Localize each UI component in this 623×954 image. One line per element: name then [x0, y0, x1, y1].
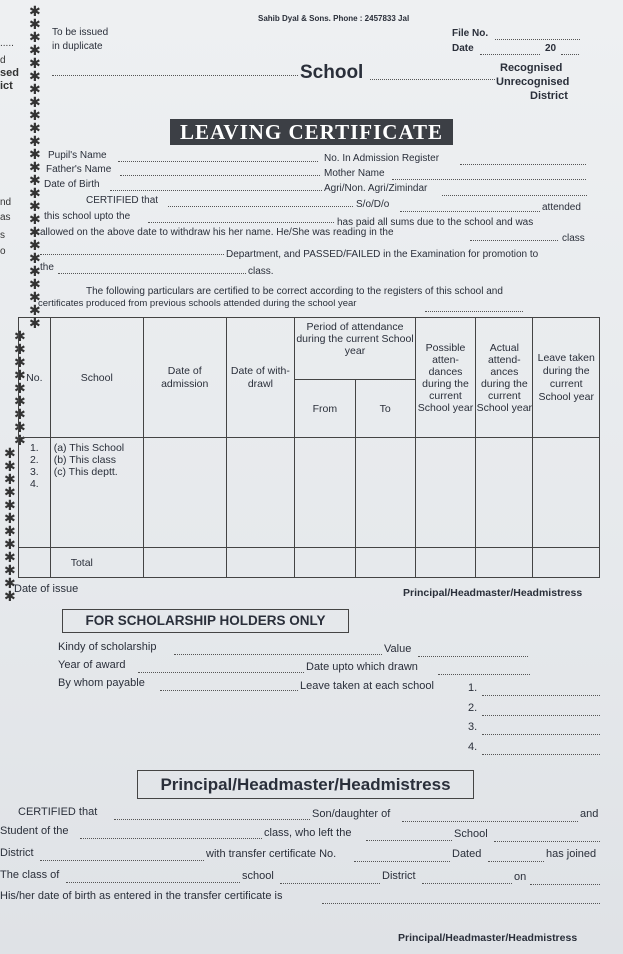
date-upto-label: Date upto which drawn	[306, 661, 418, 673]
on-label: on	[514, 871, 527, 883]
leave-each-label: Leave taken at each school	[300, 680, 434, 692]
recognised: Recognised	[500, 62, 563, 74]
edge-nd: nd	[0, 197, 12, 208]
admission-no-field[interactable]	[460, 155, 586, 165]
mother-name-label: Mother Name	[324, 168, 385, 179]
parent-name-field[interactable]	[402, 812, 578, 822]
principal-box: Principal/Headmaster/Headmistress	[137, 770, 474, 799]
student-class-field[interactable]	[80, 829, 262, 839]
border-star-icon: ✱	[29, 302, 41, 318]
total-possible[interactable]	[415, 548, 475, 578]
year-award-field[interactable]	[138, 663, 304, 673]
leave-field-4[interactable]	[482, 745, 600, 755]
border-star-icon: ✱	[4, 471, 16, 487]
leave-n4: 4.	[468, 741, 478, 753]
file-no-label: File No.	[452, 28, 489, 39]
particulars-line2: certificates produced from previous schools attended during the school year	[38, 298, 357, 309]
bottom-name-field[interactable]	[114, 810, 310, 820]
total-label: Total	[50, 548, 143, 578]
department-text: Department, and PASSED/FAILED in the Examination for promotion to	[226, 249, 539, 260]
total-no-cell	[19, 548, 51, 578]
certified-name-field[interactable]	[168, 197, 353, 207]
edge-dots: .....	[0, 38, 14, 49]
edge-as: as	[0, 212, 11, 223]
border-star-icon: ✱	[14, 406, 26, 422]
date-upto-field[interactable]	[438, 665, 530, 675]
class-word: class	[562, 233, 585, 244]
scholarship-heading: FOR SCHOLARSHIP HOLDERS ONLY	[62, 609, 349, 633]
border-star-icon: ✱	[29, 263, 41, 279]
school-place-field[interactable]	[370, 70, 495, 80]
border-star-icon: ✱	[29, 185, 41, 201]
border-star-icon: ✱	[4, 458, 16, 474]
cell-date-admission[interactable]	[143, 438, 226, 548]
father-name-field[interactable]	[120, 166, 320, 176]
school-label: School	[300, 62, 364, 83]
whom-payable-field[interactable]	[160, 681, 298, 691]
header-school: School	[50, 318, 143, 438]
header-to: To	[355, 380, 415, 438]
border-star-icon: ✱	[29, 250, 41, 266]
joined-district-field[interactable]	[422, 874, 512, 884]
in-duplicate: in duplicate	[52, 41, 103, 52]
promotion-class-field[interactable]	[58, 264, 246, 274]
border-star-icon: ✱	[29, 146, 41, 162]
total-date-withdrawl[interactable]	[226, 548, 295, 578]
district-label-3: District	[382, 870, 416, 882]
border-star-icon: ✱	[29, 94, 41, 110]
total-to[interactable]	[355, 548, 415, 578]
this-school-upto: this school upto the	[44, 211, 131, 222]
attended: attended	[542, 202, 581, 213]
district-field[interactable]	[40, 851, 204, 861]
leave-field-1[interactable]	[482, 686, 600, 696]
edge-ict: ict	[0, 80, 13, 92]
border-star-icon: ✱	[14, 341, 26, 357]
left-school-field[interactable]	[366, 831, 452, 841]
transfer-no-field[interactable]	[354, 852, 450, 862]
allowed-text: allowed on the above date to withdraw his her name. He/She was reading in the	[40, 227, 394, 238]
border-star-icon: ✱	[14, 419, 26, 435]
border-star-icon: ✱	[14, 328, 26, 344]
to-be-issued: To be issued	[52, 27, 109, 38]
header-period: Period of attendance during the current School year	[295, 318, 416, 380]
cell-date-withdrawl[interactable]	[226, 438, 295, 548]
border-star-icon: ✱	[29, 289, 41, 305]
on-date-field[interactable]	[530, 875, 600, 885]
pupil-name-field[interactable]	[118, 152, 318, 162]
school-label-3: school	[242, 870, 274, 882]
date-year-field[interactable]	[561, 45, 579, 55]
border-star-icon: ✱	[29, 172, 41, 188]
class-end: class.	[248, 266, 274, 277]
border-star-icon: ✱	[14, 380, 26, 396]
border-star-icon: ✱	[14, 432, 26, 448]
date-field[interactable]	[480, 45, 540, 55]
upto-date-field[interactable]	[148, 213, 334, 223]
whom-payable-label: By whom payable	[58, 677, 145, 689]
department-field[interactable]	[40, 245, 224, 255]
school-year-field[interactable]	[425, 302, 523, 312]
date-year: 20	[545, 43, 557, 54]
transfer-cert-label: with transfer certificate No.	[206, 848, 337, 860]
cell-to[interactable]	[355, 438, 415, 548]
bottom-certified: CERTIFIED that	[18, 806, 98, 818]
dob-entry-field[interactable]	[322, 894, 600, 904]
total-from[interactable]	[295, 548, 355, 578]
leave-field-3[interactable]	[482, 725, 600, 735]
leave-n2: 2.	[468, 702, 478, 714]
school-label-2: School	[454, 828, 488, 840]
cell-leave[interactable]	[533, 438, 600, 548]
leave-n1: 1.	[468, 682, 478, 694]
dob-field[interactable]	[110, 181, 322, 191]
attendance-table	[18, 317, 600, 578]
border-star-icon: ✱	[29, 107, 41, 123]
header-from: From	[295, 380, 355, 438]
border-star-icon: ✱	[29, 315, 41, 331]
border-star-icon: ✱	[4, 562, 16, 578]
cell-actual[interactable]	[476, 438, 533, 548]
border-star-icon: ✱	[29, 159, 41, 175]
school-name-field[interactable]	[52, 66, 298, 76]
border-star-icon: ✱	[14, 354, 26, 370]
border-star-icon: ✱	[29, 224, 41, 240]
school-name-field-2[interactable]	[494, 832, 600, 842]
edge-d: d	[0, 55, 6, 66]
cell-possible[interactable]	[415, 438, 475, 548]
son-daughter-label: Son/daughter of	[312, 808, 391, 820]
border-star-icon: ✱	[29, 3, 41, 19]
reading-class-field[interactable]	[470, 231, 558, 241]
border-star-icon: ✱	[4, 575, 16, 591]
certified-that: CERTIFIED that	[86, 195, 159, 206]
value-field[interactable]	[418, 647, 528, 657]
joined-class-field[interactable]	[66, 873, 240, 883]
dob-label: Date of Birth	[44, 179, 100, 190]
edge-sed: sed	[0, 67, 19, 79]
year-award-label: Year of award	[58, 659, 126, 671]
total-actual[interactable]	[476, 548, 533, 578]
border-star-icon: ✱	[14, 367, 26, 383]
so-do: S/o/D/o	[356, 199, 390, 210]
edge-s: s	[0, 230, 5, 241]
the-class-of-label: The class of	[0, 869, 60, 881]
district-label-2: District	[0, 847, 34, 859]
border-star-icon: ✱	[29, 81, 41, 97]
agri-label: Agri/Non. Agri/Zimindar	[324, 183, 428, 194]
border-star-icon: ✱	[29, 16, 41, 32]
parent-field[interactable]	[400, 202, 540, 212]
paid-all: has paid all sums due to the school and was	[337, 217, 534, 228]
border-star-icon: ✱	[29, 133, 41, 149]
pupil-name-label: Pupil's Name	[48, 150, 107, 161]
leave-field-2[interactable]	[482, 706, 600, 716]
border-star-icon: ✱	[29, 198, 41, 214]
certificate-title: LEAVING CERTIFICATE	[170, 119, 453, 145]
the-word: the	[40, 262, 54, 273]
border-star-icon: ✱	[4, 497, 16, 513]
border-star-icon: ✱	[29, 211, 41, 227]
header-actual: Actual attend- ances during the current School year	[476, 318, 533, 438]
header-no: No.	[19, 318, 51, 438]
class-who-left-label: class, who left the	[264, 827, 352, 839]
border-star-icon: ✱	[29, 42, 41, 58]
principal-signature-2: Principal/Headmaster/Headmistress	[398, 932, 578, 944]
row-numbers: 1. 2. 3. 4.	[19, 438, 51, 548]
dated-field[interactable]	[488, 852, 544, 862]
date-of-issue: Date of issue	[14, 583, 79, 595]
border-star-icon: ✱	[29, 29, 41, 45]
kind-scholarship-field[interactable]	[174, 645, 382, 655]
admission-no-label: No. In Admission Register	[324, 153, 440, 164]
border-star-icon: ✱	[4, 588, 16, 604]
dated-label: Dated	[452, 848, 482, 860]
header-date-admission: Date of admission	[143, 318, 226, 438]
agri-field[interactable]	[442, 186, 587, 196]
border-star-icon: ✱	[29, 237, 41, 253]
date-label: Date	[452, 43, 474, 54]
border-star-icon: ✱	[4, 445, 16, 461]
dob-line-label: His/her date of birth as entered in the transfer certificate is	[0, 890, 283, 902]
file-no-field[interactable]	[495, 30, 580, 40]
father-name-label: Father's Name	[46, 164, 112, 175]
particulars-line1: The following particulars are certified to be correct according to the registers of this school and	[86, 286, 503, 297]
kind-scholarship-label: Kindy of scholarship	[58, 641, 157, 653]
unrecognised: Unrecognised	[496, 76, 570, 88]
header-date-withdrawl: Date of with- drawl	[226, 318, 295, 438]
border-star-icon: ✱	[4, 536, 16, 552]
border-star-icon: ✱	[4, 484, 16, 500]
publisher: Sahib Dyal & Sons. Phone : 2457833 Jal	[258, 14, 410, 23]
value-label: Value	[384, 643, 412, 655]
border-star-icon: ✱	[14, 393, 26, 409]
total-date-admission[interactable]	[143, 548, 226, 578]
principal-signature-1: Principal/Headmaster/Headmistress	[403, 587, 583, 599]
border-star-icon: ✱	[4, 549, 16, 565]
border-star-icon: ✱	[29, 55, 41, 71]
edge-o: o	[0, 246, 6, 257]
total-leave[interactable]	[533, 548, 600, 578]
district-label: District	[530, 90, 568, 102]
mother-name-field[interactable]	[392, 170, 586, 180]
joined-school-field[interactable]	[280, 874, 380, 884]
leave-n3: 3.	[468, 721, 478, 733]
header-leave: Leave taken during the current School year	[533, 318, 600, 438]
border-star-icon: ✱	[4, 523, 16, 539]
and-label: and	[580, 808, 599, 820]
row-labels: (a) This School (b) This class (c) This deptt.	[50, 438, 143, 548]
student-of-label: Student of the	[0, 825, 69, 837]
border-star-icon: ✱	[4, 510, 16, 526]
border-star-icon: ✱	[29, 68, 41, 84]
has-joined-label: has joined	[546, 848, 597, 860]
border-star-icon: ✱	[29, 120, 41, 136]
border-star-icon: ✱	[29, 276, 41, 292]
cell-from[interactable]	[295, 438, 355, 548]
header-possible: Possible atten- dances during the current School year	[415, 318, 475, 438]
